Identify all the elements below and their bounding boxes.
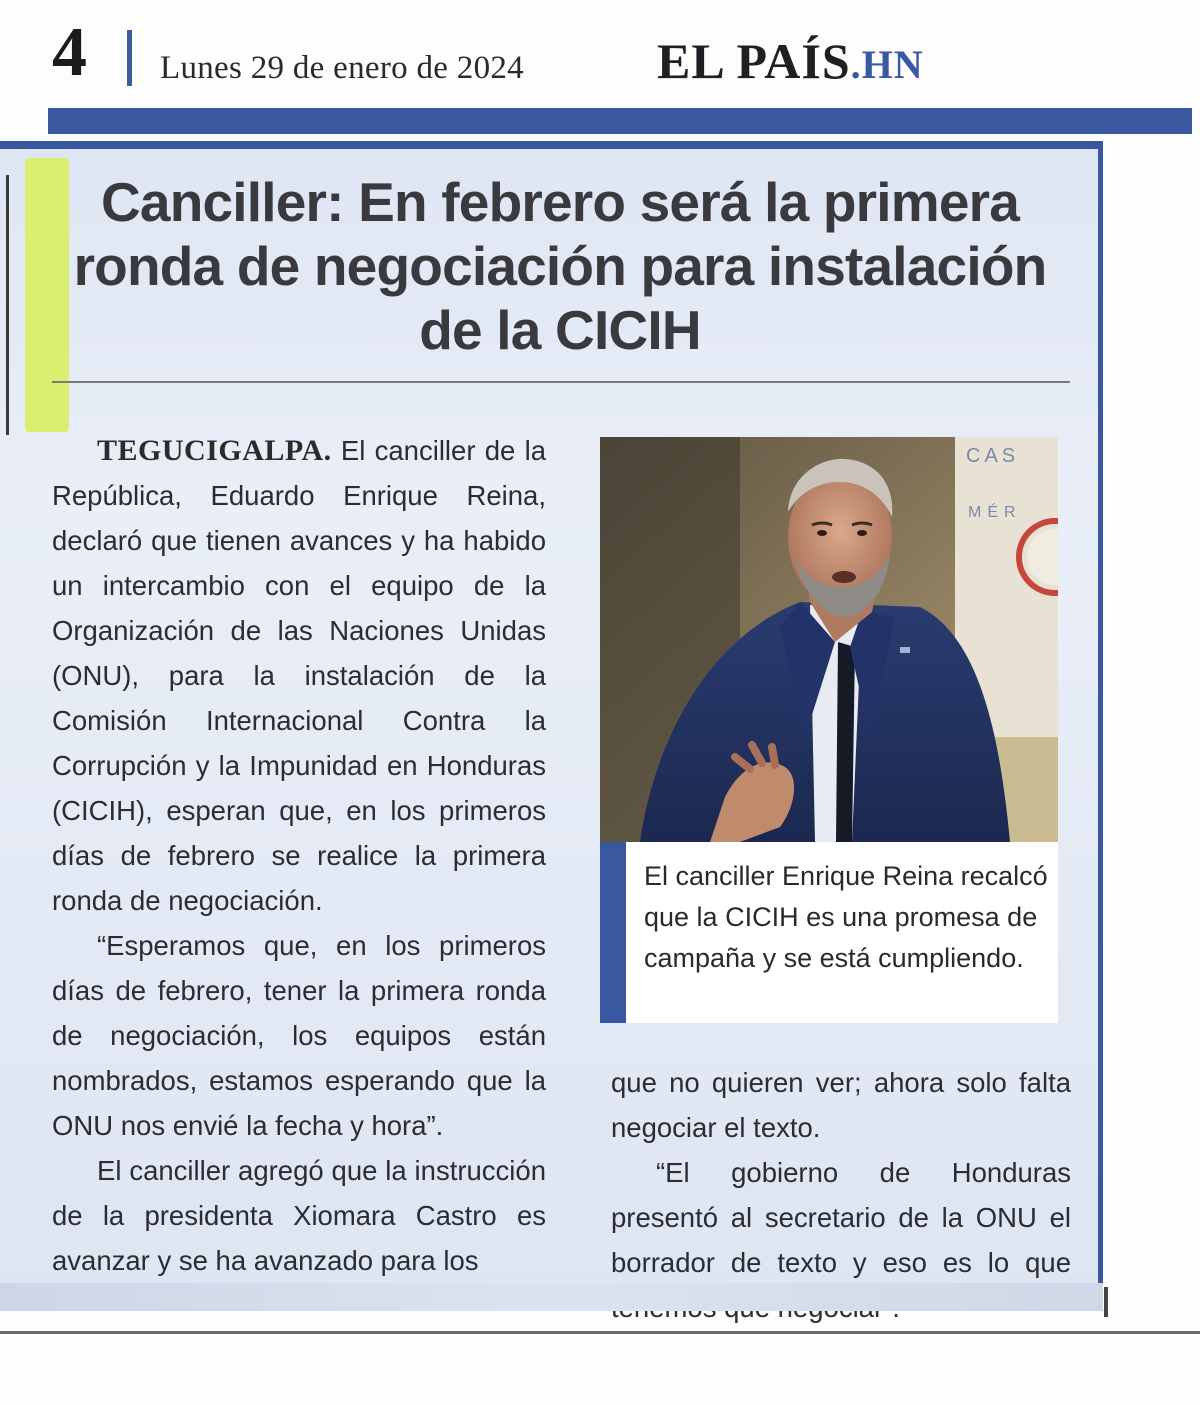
photo-canciller-illustration xyxy=(600,437,1058,842)
bottom-tick xyxy=(1104,1287,1108,1317)
article-paragraph-1 xyxy=(52,428,546,923)
photo-caption: El canciller Enrique Reina recalcó que la CICIH es una promesa de campaña y se está cumpliendo. xyxy=(644,861,1048,973)
photo-bg-letters-mid: MÉR xyxy=(968,504,1022,521)
header-color-bar xyxy=(48,108,1192,134)
headline-rule xyxy=(52,381,1070,383)
box-left-rule xyxy=(6,175,9,435)
page-number: 4 xyxy=(52,14,87,91)
article-paragraph-2: “Esperamos que, en los primeros días de febrero, tener la primera ronda de negociación, los equipos están nombrados, estamos esperando que la ONU nos envié la fecha y hora”. xyxy=(52,930,546,1141)
article-left-column xyxy=(52,428,546,1283)
paragraph-1-text: El canciller de la República, Eduardo Enrique Reina, declaró que tienen avances y ha habido un intercambio con el equipo de la Organización de las Naciones Unidas (ONU), para la instalación de la Comisión Internacional Contra la Corrupción y la Impunidad en Honduras (CICIH), esperan que, en los primeros días de febrero se realice la primera ronda de negociación. xyxy=(52,435,547,916)
article-paragraph-4: que no quieren ver; ahora solo falta negociar el texto. xyxy=(611,1067,1071,1143)
photo-bg-letters-top: CAS xyxy=(966,445,1020,467)
bottom-strip xyxy=(0,1283,1103,1311)
publication-date: Lunes 29 de enero de 2024 xyxy=(160,50,524,86)
photo-caption-box xyxy=(600,842,1058,1023)
masthead-domain: .HN xyxy=(850,42,924,87)
article-headline: Canciller: En febrero será la primera ronda de negociación para instalación de la CICIH xyxy=(73,171,1047,361)
masthead-name: EL PAÍS xyxy=(657,33,851,89)
page-bottom-rule xyxy=(0,1331,1200,1334)
article-paragraph-3: El canciller agregó que la instrucción de la presidenta Xiomara Castro es avanzar y se ha avanzado para los xyxy=(52,1155,546,1276)
article-paragraph-5: “El gobierno de Honduras presentó al secretario de la ONU el borrador de texto y eso es lo que xyxy=(611,1157,1071,1278)
header-divider xyxy=(127,30,132,86)
article-dateline: TEGUCIGALPA. xyxy=(97,434,332,467)
article-photo xyxy=(600,437,1058,842)
masthead-logo xyxy=(657,33,924,89)
